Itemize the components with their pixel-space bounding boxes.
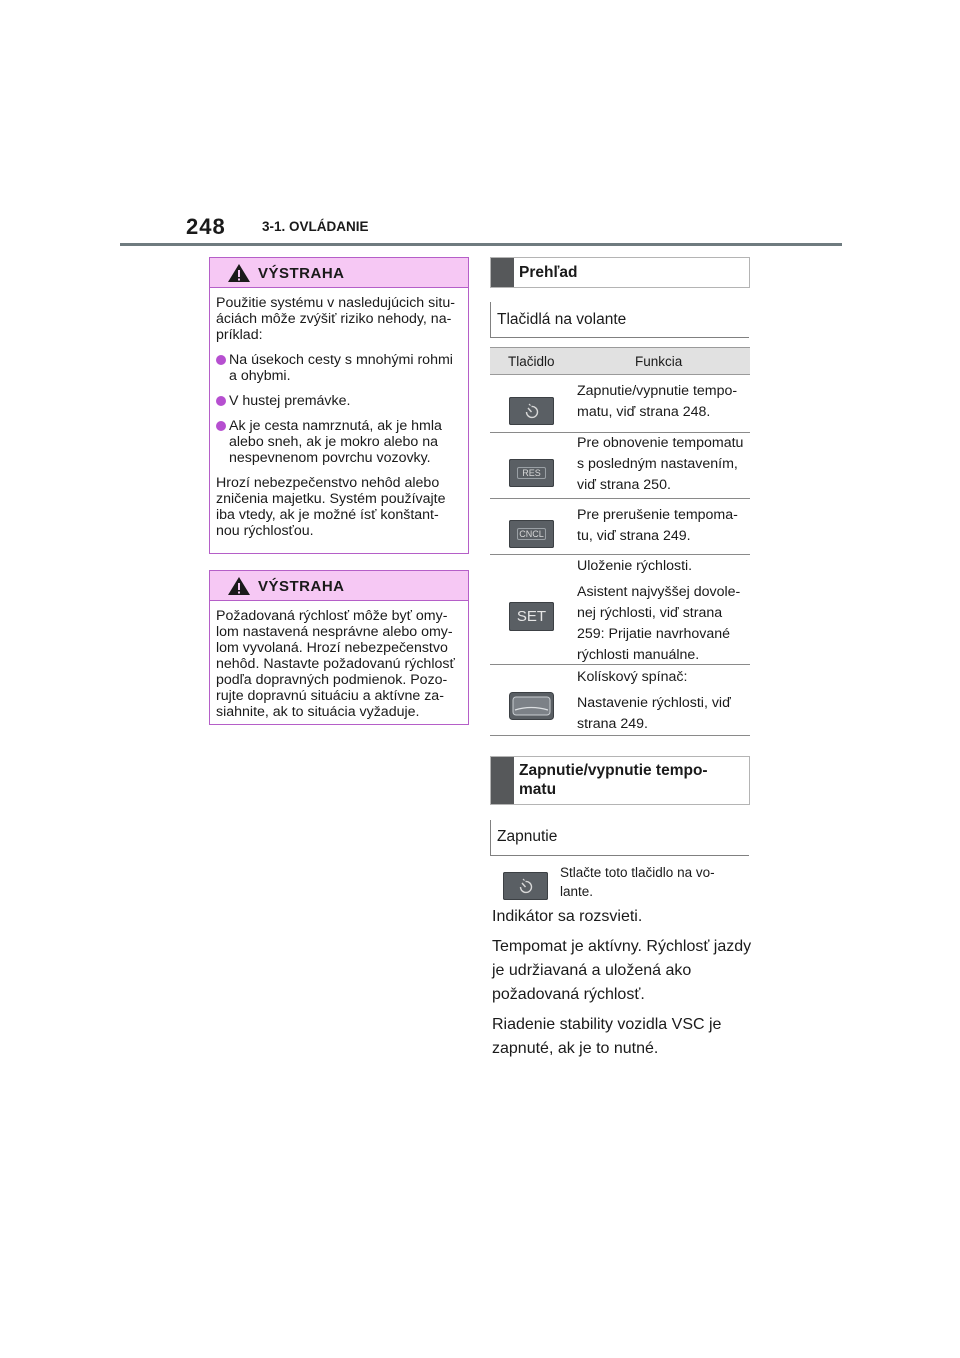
warning-triangle-icon bbox=[227, 576, 251, 596]
warning-triangle-icon bbox=[227, 263, 251, 283]
function-cell: Kolískový spínač: Nastavenie rýchlosti, viď strana 249. bbox=[577, 669, 731, 732]
col-function: Funkcia bbox=[635, 354, 683, 369]
cruise-icon bbox=[503, 872, 548, 900]
warning-box-1 bbox=[209, 257, 469, 554]
cruise-icon bbox=[509, 397, 554, 425]
row-divider bbox=[490, 554, 750, 555]
paragraph: Indikátor sa rozsvieti. bbox=[492, 908, 643, 925]
subheading-bar bbox=[490, 302, 491, 337]
warning-title: VÝSTRAHA bbox=[258, 578, 345, 595]
warning-header bbox=[210, 571, 468, 601]
function-cell: Zapnutie/vypnutie tempo-matu, viď strana 248. bbox=[577, 383, 738, 420]
warning-box-2 bbox=[209, 570, 469, 725]
section-heading-text: Prehľad bbox=[519, 264, 578, 281]
res-button-icon: RES bbox=[509, 459, 554, 487]
header-rule bbox=[120, 243, 842, 246]
paragraph: Riadenie stability vozidla VSC je zapnuté, ak je to nutné. bbox=[492, 1016, 722, 1057]
warning-intro: Použitie systému v nasledujúcich situ-áciách môže zvýšiť riziko nehody, na-príklad: bbox=[216, 295, 455, 343]
subheading-on: Zapnutie bbox=[497, 828, 558, 845]
warning-title: VÝSTRAHA bbox=[258, 265, 345, 282]
bullet-dot-icon bbox=[216, 396, 226, 406]
section-bar bbox=[491, 757, 514, 804]
instruction-text: Stlačte toto tlačidlo na vo-lante. bbox=[560, 865, 715, 899]
warning-bullet: V hustej premávke. bbox=[216, 393, 462, 409]
section-heading-onoff bbox=[490, 756, 750, 805]
row-divider bbox=[490, 664, 750, 665]
function-cell: Pre prerušenie tempoma-tu, viď strana 249. bbox=[577, 507, 738, 544]
function-cell: Pre obnovenie tempomatu s posledným nastavením, viď strana 250. bbox=[577, 435, 744, 493]
function-cell: Uloženie rýchlosti. Asistent najvyššej dovole-nej rýchlosti, viď strana 259: Prijatie navrhované rýchlosti manuálne. bbox=[577, 558, 741, 663]
subheading-buttons: Tlačidlá na volante bbox=[497, 311, 627, 328]
col-button: Tlačidlo bbox=[508, 354, 555, 369]
section-heading-text: Zapnutie/vypnutie tempo-matu bbox=[519, 762, 708, 798]
warning-bullet: Na úsekoch cesty s mnohými rohmi a ohybmi. bbox=[216, 352, 462, 384]
subheading-bar bbox=[490, 820, 491, 855]
section-heading-overview bbox=[490, 257, 750, 288]
row-divider bbox=[490, 498, 750, 499]
section-title: 3-1. OVLÁDANIE bbox=[262, 219, 369, 234]
section-bar bbox=[491, 258, 514, 287]
bullet-dot-icon bbox=[216, 421, 226, 431]
warning-header bbox=[210, 258, 468, 288]
warning-bullet: Ak je cesta namrznutá, ak je hmla alebo sneh, ak je mokro alebo na nespevnenom povrchu vozovky. bbox=[216, 418, 462, 466]
bullet-dot-icon bbox=[216, 355, 226, 365]
warning-text: Požadovaná rýchlosť môže byť omy-lom nastavená nesprávne alebo omy-lom vyvolaná. Hrozí nebezpečenstvo nehôd. Nastavte požadovanú rýchlosť podľa dopravných podmienok. Pozo-rujte dopravnú situáciu a aktívne za-siahnite, ak to situácia vyžaduje. bbox=[216, 608, 455, 720]
body-text bbox=[492, 905, 752, 1067]
subheading-rule bbox=[490, 337, 749, 338]
page-number: 248 bbox=[186, 214, 226, 239]
rocker-switch-icon bbox=[509, 692, 554, 720]
cncl-button-icon: CNCL bbox=[509, 520, 554, 548]
subheading-rule bbox=[490, 855, 749, 856]
set-button-icon: SET bbox=[509, 602, 554, 631]
warning-outro: Hrozí nebezpečenstvo nehôd alebo zničenia majetku. Systém používajte iba vtedy, ak je možné ísť konštant-nou rýchlosťou. bbox=[216, 475, 446, 539]
row-divider bbox=[490, 735, 750, 736]
paragraph: Tempomat je aktívny. Rýchlosť jazdy je udržiavaná a uložená ako požadovaná rýchlosť. bbox=[492, 938, 752, 1003]
table-header bbox=[490, 347, 750, 375]
